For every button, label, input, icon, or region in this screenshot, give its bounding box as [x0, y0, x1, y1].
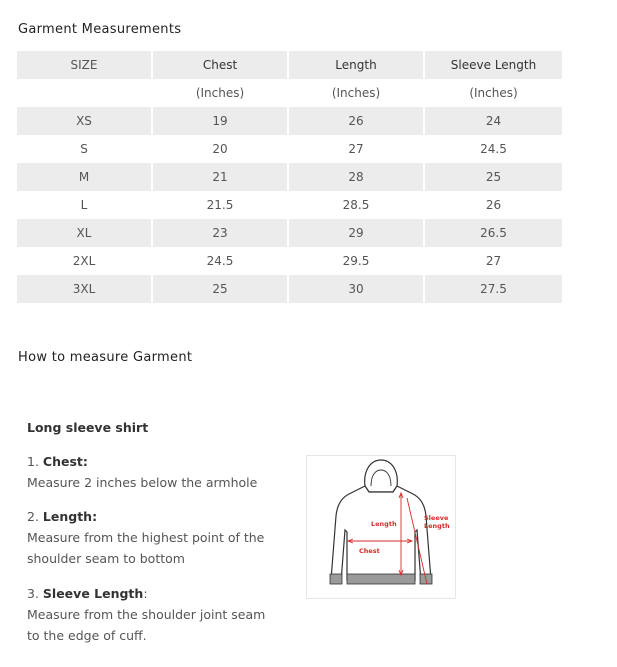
length-cell: 26	[289, 107, 425, 135]
table-row	[17, 247, 562, 275]
unit-cell: (Inches)	[425, 79, 562, 107]
how-to-measure-title: How to measure Garment	[18, 350, 193, 365]
column-header-sleeve-length: Sleeve Length	[425, 51, 562, 79]
column-header-size: SIZE	[17, 51, 153, 79]
step-number: 1.	[27, 454, 39, 469]
table-row	[17, 191, 562, 219]
sleeve-cell: 26.5	[425, 219, 562, 247]
chest-label: Chest	[359, 547, 380, 555]
step-suffix: :	[143, 586, 148, 601]
size-cell: 3XL	[17, 275, 153, 303]
size-cell: 2XL	[17, 247, 153, 275]
sleeve-cell: 24.5	[425, 135, 562, 163]
chest-cell: 19	[153, 107, 289, 135]
length-cell: 30	[289, 275, 425, 303]
sleeve-cell: 27.5	[425, 275, 562, 303]
chest-cell: 25	[153, 275, 289, 303]
step-heading	[27, 583, 265, 604]
chest-cell: 21	[153, 163, 289, 191]
size-cell: L	[17, 191, 153, 219]
step-description: Measure from the shoulder joint seam	[27, 607, 266, 622]
sleeve-cell: 27	[425, 247, 562, 275]
chest-cell: 20	[153, 135, 289, 163]
sleeve-label-line2: Length	[424, 522, 450, 530]
unit-cell: (Inches)	[289, 79, 425, 107]
table-row	[17, 219, 562, 247]
step-heading	[27, 451, 257, 472]
column-header-length: Length	[289, 51, 425, 79]
step-name: Length:	[42, 509, 98, 524]
unit-cell	[17, 79, 153, 107]
table-row	[17, 275, 562, 303]
length-cell: 29	[289, 219, 425, 247]
step-heading	[27, 506, 264, 527]
length-cell: 28.5	[289, 191, 425, 219]
table-header-row	[17, 51, 562, 79]
length-cell: 27	[289, 135, 425, 163]
chest-cell: 24.5	[153, 247, 289, 275]
step-name: Sleeve Length	[42, 586, 144, 601]
sleeve-cell: 24	[425, 107, 562, 135]
units-row	[17, 79, 562, 107]
hoodie-diagram-icon	[306, 455, 456, 599]
table-row	[17, 163, 562, 191]
step-sleeve-length	[27, 583, 265, 646]
sleeve-cell: 26	[425, 191, 562, 219]
length-cell: 28	[289, 163, 425, 191]
column-header-chest: Chest	[153, 51, 289, 79]
step-description-2: shoulder seam to bottom	[27, 551, 185, 566]
hoodie-illustration	[307, 456, 455, 598]
garment-measurements-title: Garment Measurements	[18, 22, 182, 37]
unit-cell: (Inches)	[153, 79, 289, 107]
step-description-2: to the edge of cuff.	[27, 628, 147, 643]
chest-cell: 21.5	[153, 191, 289, 219]
step-length	[27, 506, 264, 569]
length-label: Length	[371, 520, 397, 528]
size-cell: XL	[17, 219, 153, 247]
size-cell: M	[17, 163, 153, 191]
length-cell: 29.5	[289, 247, 425, 275]
size-chart-table	[17, 51, 562, 303]
step-name: Chest:	[42, 454, 88, 469]
chest-cell: 23	[153, 219, 289, 247]
step-number: 3.	[27, 586, 39, 601]
step-description: Measure from the highest point of the	[27, 530, 265, 545]
size-cell: XS	[17, 107, 153, 135]
garment-type-heading: Long sleeve shirt	[27, 420, 149, 435]
size-cell: S	[17, 135, 153, 163]
sleeve-cell: 25	[425, 163, 562, 191]
step-number: 2.	[27, 509, 39, 524]
sleeve-label-line1: Sleeve	[424, 514, 449, 522]
step-chest	[27, 451, 257, 493]
table-row	[17, 107, 562, 135]
table-row	[17, 135, 562, 163]
step-description: Measure 2 inches below the armhole	[27, 475, 258, 490]
